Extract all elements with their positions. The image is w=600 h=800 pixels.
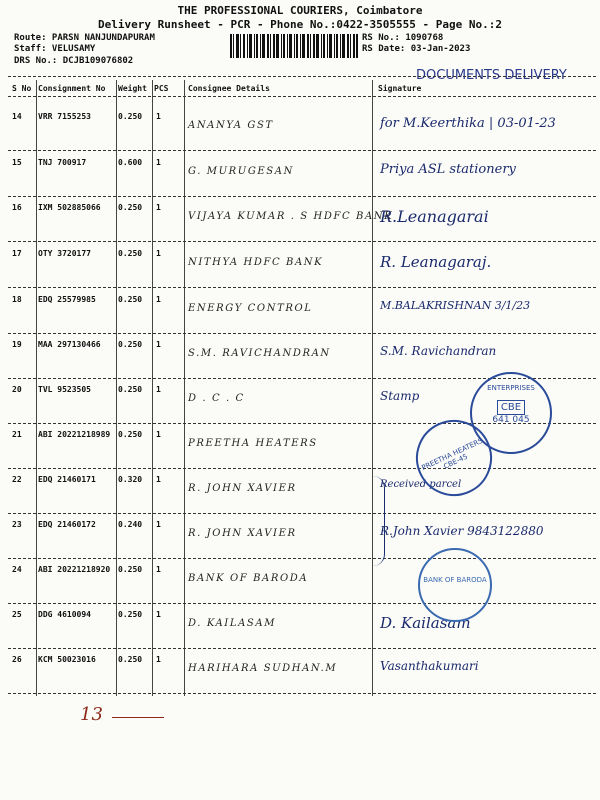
row-weight: 0.320 [118,475,143,484]
table-row [8,197,596,242]
row-sno: 14 [12,112,22,121]
row-weight: 0.250 [118,112,143,121]
row-consignee: R. JOHN XAVIER [188,483,297,494]
row-sno: 18 [12,295,22,304]
row-divider [8,241,596,242]
row-consignment: ABI 20221218989 [38,430,111,439]
row-sno: 25 [12,610,22,619]
row-signature: S.M. Ravichandran [380,344,497,358]
col-pcs: PCS [154,84,169,93]
dcc-stamp-pin: 641 045 [492,415,530,425]
row-sno: 19 [12,340,22,349]
header-divider-top [8,76,596,77]
runsheet-title: Delivery Runsheet - PCR - Phone No.:0422-3505555 - Page No.:2 [98,18,502,31]
row-pcs: 1 [156,565,161,574]
row-consignment: EDQ 21460171 [38,475,96,484]
row-consignment: TVL 9523505 [38,385,91,394]
col-consignment: Consignment No [38,84,106,93]
row-consignment: DDG 4610094 [38,610,91,619]
row-consignment: VRR 7155253 [38,112,91,121]
table-row [8,559,596,604]
bank-stamp-text: BANK OF BARODA [423,576,487,584]
row-pcs: 1 [156,340,161,349]
row-divider [8,693,596,694]
row-pcs: 1 [156,385,161,394]
row-weight: 0.600 [118,158,143,167]
row-sno: 17 [12,249,22,258]
row-consignee: S.M. RAVICHANDRAN [188,348,331,359]
signature-brace [372,476,385,566]
rs-date-text: RS Date: 03-Jan-2023 [362,44,471,54]
row-pcs: 1 [156,475,161,484]
staff-text: Staff: VELUSAMY [14,44,96,54]
table-row [8,514,596,559]
barcode [230,34,358,58]
row-signature: Received parcel [380,479,462,490]
barcode-image [230,34,358,58]
row-signature: Stamp [380,389,420,403]
row-consignment: KCM 50023016 [38,655,96,664]
preetha-stamp-text: PREETHA HEATERS CBE-45 [420,436,485,473]
row-signature: Priya ASL stationery [380,162,516,177]
row-weight: 0.240 [118,520,143,529]
dcc-stamp-city: CBE [497,400,525,415]
row-pcs: 1 [156,112,161,121]
row-consignment: ABI 20221218920 [38,565,111,574]
row-sno: 20 [12,385,22,394]
row-pcs: 1 [156,430,161,439]
col-sno: S No [12,84,32,93]
row-sno: 21 [12,430,22,439]
footer-count: 13 [80,704,103,725]
row-weight: 0.250 [118,430,143,439]
row-consignment: EDQ 25579985 [38,295,96,304]
row-signature: for M.Keerthika | 03-01-23 [380,116,556,131]
row-divider [8,287,596,288]
rs-no-text: RS No.: 1090768 [362,33,444,43]
row-sno: 15 [12,158,22,167]
row-sno: 23 [12,520,22,529]
row-signature: R.Leanagarai [380,207,489,226]
row-pcs: 1 [156,158,161,167]
table-row [8,604,596,649]
row-weight: 0.250 [118,385,143,394]
row-pcs: 1 [156,610,161,619]
row-consignee: G. MURUGESAN [188,166,294,177]
row-consignee: BANK OF BARODA [188,573,309,584]
col-weight: Weight [118,84,147,93]
row-weight: 0.250 [118,340,143,349]
row-weight: 0.250 [118,203,143,212]
row-weight: 0.250 [118,610,143,619]
row-sno: 24 [12,565,22,574]
row-consignee: D . C . C [188,393,245,404]
row-consignment: OTY 3720177 [38,249,91,258]
row-signature: R. Leanagaraj. [380,253,492,271]
row-signature: R.John Xavier 9843122880 [380,524,544,538]
table-row [8,289,596,334]
row-consignment: MAA 297130466 [38,340,101,349]
row-consignee: HARIHARA SUDHAN.M [188,663,338,674]
row-pcs: 1 [156,655,161,664]
row-consignment: TNJ 700917 [38,158,87,167]
row-sno: 22 [12,475,22,484]
table-row [8,469,596,514]
row-consignment: EDQ 21460172 [38,520,96,529]
dcc-stamp-ring: ENTERPRISES [487,384,535,392]
table-row [8,152,596,197]
row-divider [8,150,596,151]
row-consignee: ANANYA GST [188,120,274,131]
route-text: Route: PARSN NANJUNDAPURAM [14,33,155,43]
row-sno: 16 [12,203,22,212]
company-name: THE PROFESSIONAL COURIERS, Coimbatore [177,4,423,17]
row-consignee: VIJAYA KUMAR . S HDFC BANK [188,211,394,222]
bank-stamp [418,548,492,622]
table-row [8,243,596,288]
table-row [8,649,596,694]
row-consignee: ENERGY CONTROL [188,303,313,314]
documents-delivery-stamp: DOCUMENTS DELIVERY [416,68,567,83]
row-pcs: 1 [156,203,161,212]
row-weight: 0.250 [118,249,143,258]
row-signature: D. Kailasam [380,614,471,632]
row-sno: 26 [12,655,22,664]
footer-underline [112,717,164,718]
row-signature: Vasanthakumari [380,659,479,673]
row-consignee: R. JOHN XAVIER [188,528,297,539]
row-consignee: D. KAILASAM [188,618,277,629]
col-consignee: Consignee Details [188,84,270,93]
table-row [8,106,596,151]
row-consignee: NITHYA HDFC BANK [188,257,324,268]
row-consignment: IXM 502885066 [38,203,101,212]
row-pcs: 1 [156,249,161,258]
drs-text: DRS No.: DCJB109076802 [14,56,134,66]
row-weight: 0.250 [118,565,143,574]
row-signature: M.BALAKRISHNAN 3/1/23 [380,299,531,312]
row-pcs: 1 [156,295,161,304]
col-signature: Signature [378,84,422,93]
header-divider-bottom [8,96,596,97]
row-weight: 0.250 [118,655,143,664]
row-pcs: 1 [156,520,161,529]
row-weight: 0.250 [118,295,143,304]
row-consignee: PREETHA HEATERS [188,438,318,449]
